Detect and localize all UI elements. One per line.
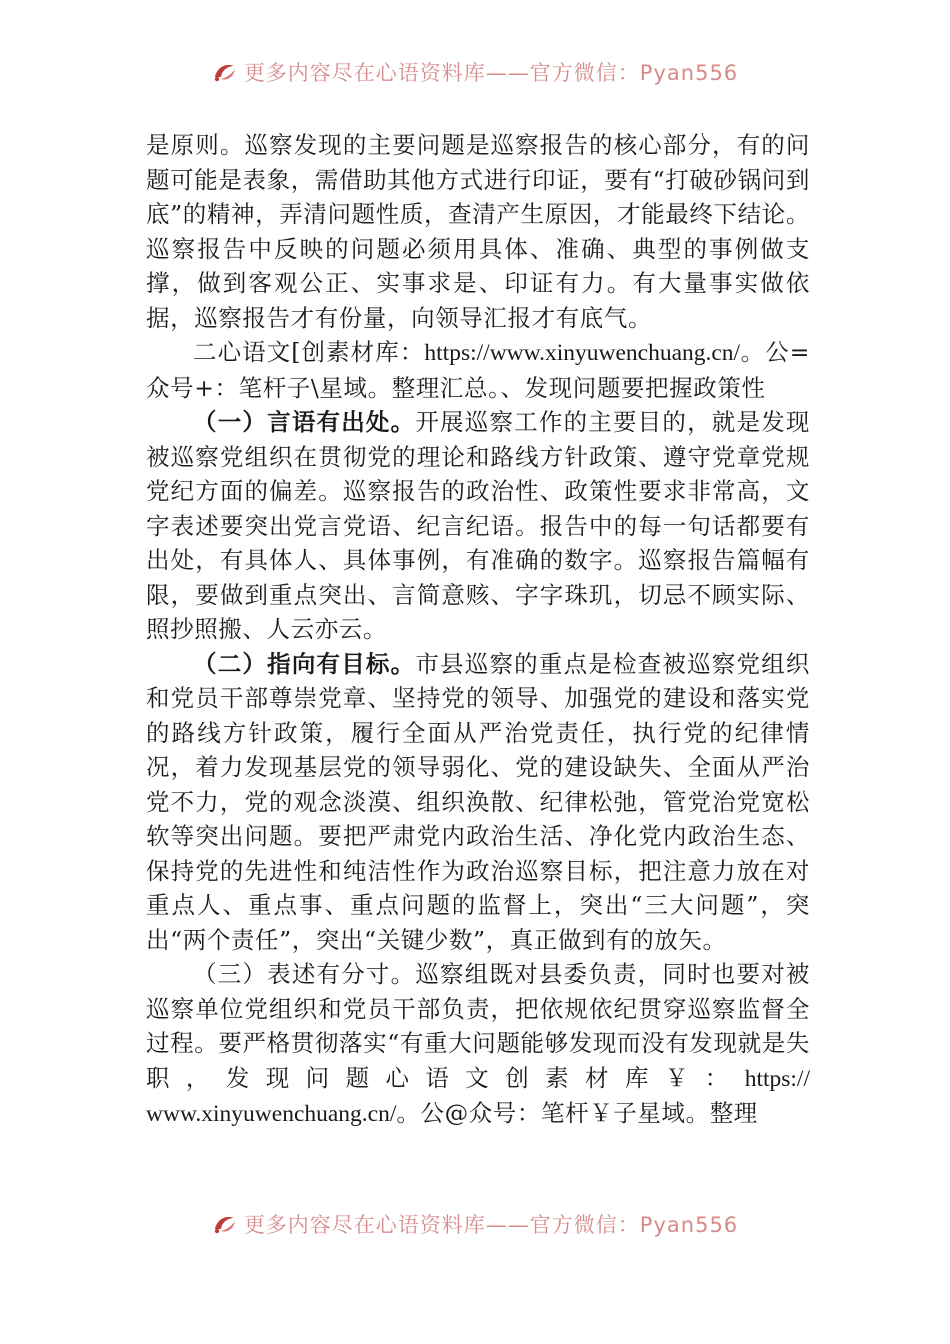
banner-text: 更多内容尽在心语资料库——官方微信：Pyan556 — [243, 1213, 739, 1237]
brand-logo-icon — [212, 1213, 238, 1235]
brand-logo-icon — [212, 61, 238, 83]
website-url: https://www.xinyuwenchuang.cn/ — [424, 340, 741, 366]
subheading: （二）指向有目标。 — [193, 649, 416, 678]
document-body — [146, 128, 810, 1132]
footer-watermark-banner — [0, 1204, 950, 1244]
paragraph-section-heading — [146, 335, 810, 405]
subheading: （一）言语有出处。 — [193, 408, 416, 436]
banner-text: 更多内容尽在心语资料库——官方微信：Pyan556 — [243, 61, 739, 85]
text-fragment: 二心语文[创素材库： — [193, 338, 425, 366]
paragraph-body: 开展巡察工作的主要目的，就是发现被巡察党组织在贯彻党的理论和路线方针政策、遵守党章党规党纪方面的偏差。巡察报告的政治性、政策性要求非常高，文字表述要突出党言党语、纪言纪语。报告中的每一句话都要有出处，有具体人、具体事例，有准确的数字。巡察报告篇幅有限，要做到重点突出、言简意赅、字字珠玑，切忌不顾实际、照抄照搬、人云亦云。 — [146, 408, 810, 643]
header-watermark-banner — [0, 52, 950, 92]
paragraph: 是原则。巡察发现的主要问题是巡察报告的核心部分，有的问题可能是表象，需借助其他方式进行印证，要有“打破砂锅问到底”的精神，弄清问题性质，查清产生原因，才能最终下结论。巡察报告中反映的问题必须用具体、准确、典型的事例做支撑，做到客观公正、实事求是、印证有力。有大量事实做依据，巡察报告才有份量，向领导汇报才有底气。 — [146, 131, 810, 332]
website-url: https:// — [744, 1065, 810, 1092]
paragraph — [146, 957, 810, 1132]
text-fragment: 。公=众号+：笔杆子\星域。整理汇总。、发现问题要把握政策性 — [146, 338, 811, 402]
website-url: www.xinyuwenchuang.cn/ — [146, 1101, 397, 1127]
paragraph — [146, 647, 810, 958]
text-fragment: 。公@众号：笔杆￥子星域。整理 — [396, 1099, 758, 1127]
paragraph — [146, 405, 810, 647]
text-fragment: （三）表述有分寸。巡察组既对县委负责，同时也要对被巡察单位党组织和党员干部负责，把依规依纪贯穿巡察监督全过程。要严格贯彻落实“有重大问题能够发现而没有发现就是失职，发现问题心语文创素材库￥： — [146, 960, 810, 1092]
paragraph-body: 市县巡察的重点是检查被巡察党组织和党员干部尊崇党章、坚持党的领导、加强党的建设和落实党的路线方针政策，履行全面从严治党责任，执行党的纪律情况，着力发现基层党的领导弱化、党的建设缺失、全面从严治党不力，党的观念淡漠、组织涣散、纪律松弛，管党治党宽松软等突出问题。要把严肃党内政治生活、净化党内政治生态、保持党的先进性和纯洁性作为政治巡察目标，把注意力放在对重点人、重点事、重点问题的监督上，突出“三大问题”，突出“两个责任”，突出“关键少数”，真正做到有的放矢。 — [146, 649, 810, 954]
